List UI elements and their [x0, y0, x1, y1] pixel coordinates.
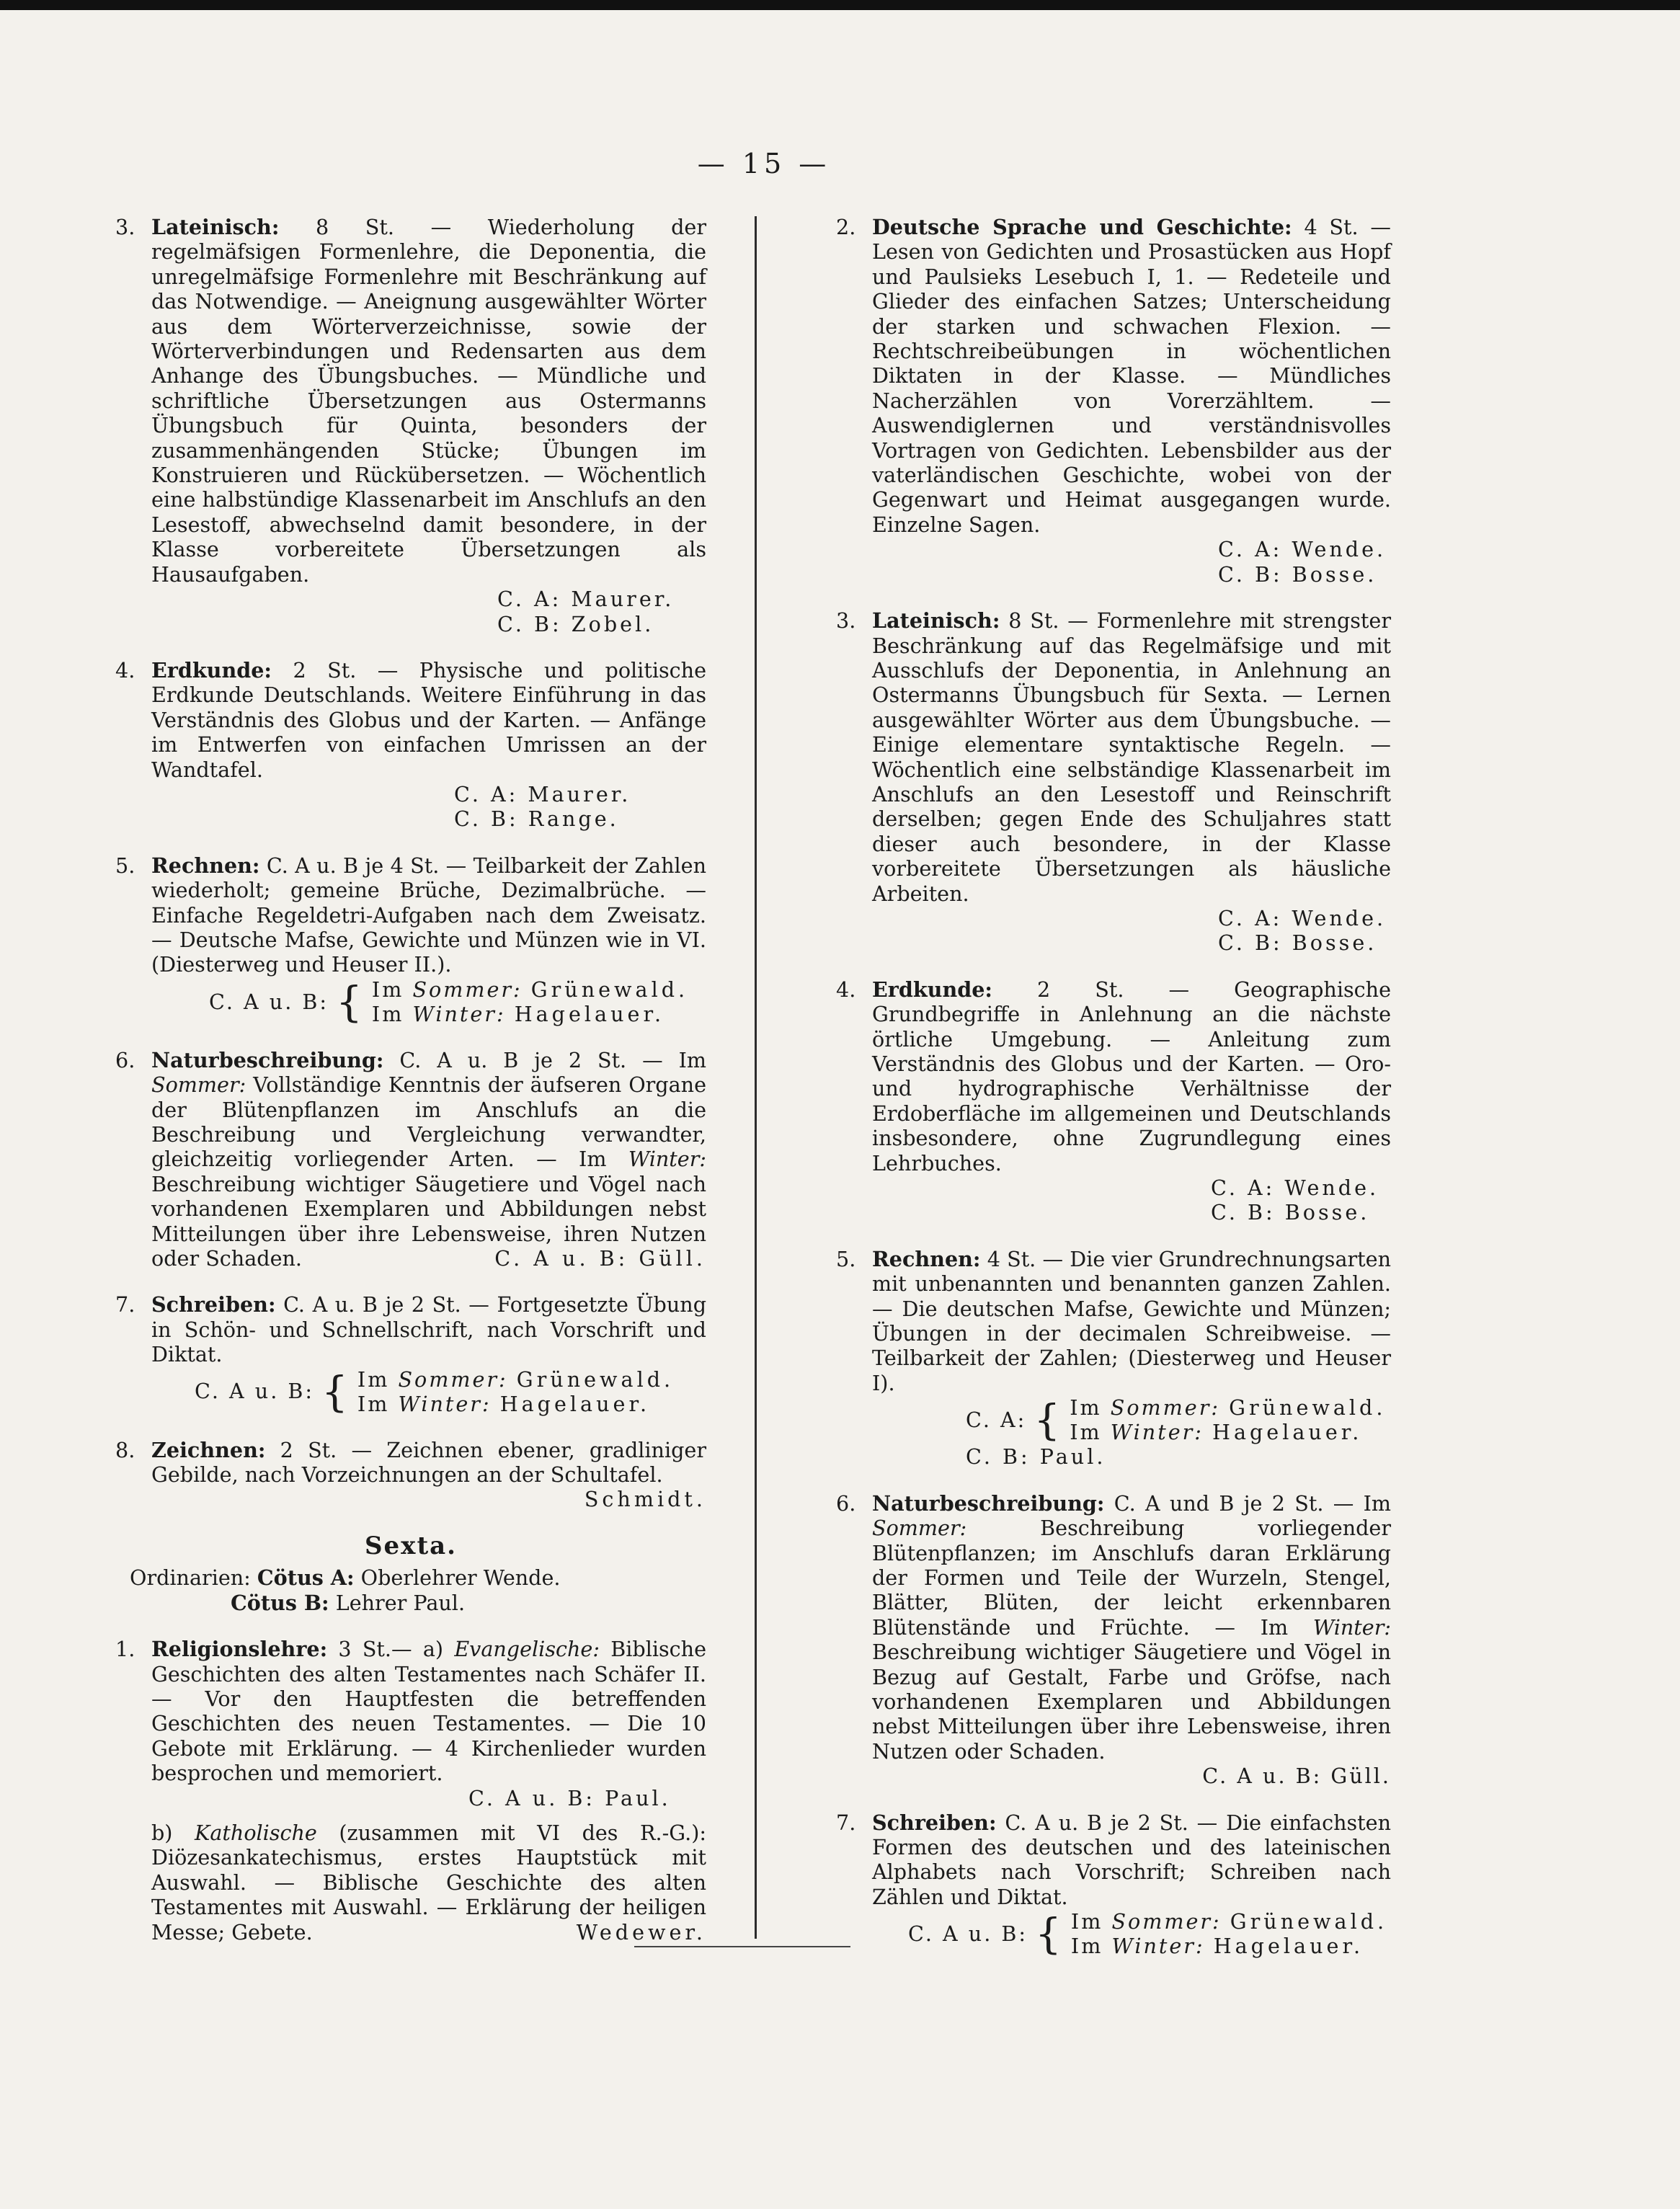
teacher-a: C. A: Wende. — [1218, 537, 1387, 562]
item-number: 1. — [115, 1637, 135, 1662]
subject-rechnen-quinta — [115, 853, 706, 1026]
item-number: 7. — [836, 1810, 856, 1835]
item-number: 3. — [115, 215, 135, 239]
subject-text: 8 St. — Formenlehre mit strengster Beschränkung auf das Regelmäfsige und mit Ausschlufs der Deponentia, in Anlehnung an Ostermanns Übungsbuch für Sexta. — Lernen ausgewählter Wörter aus dem Übungsbuche. — Einige elementare syntaktische Regeln. — Wöchentlich eine selbständige Klassenarbeit im Anschlufs an den Lesestoff und Reinschrift derselben; gegen Ende des Schuljahres statt dieser auch besondere, in der Klasse vorbereitete Übersetzungen als häusliche Arbeiten. — [872, 608, 1392, 906]
subject-text: 2 St. — Zeichnen ebener, gradliniger Gebilde, nach Vorzeichnungen an der Schultafel. — [151, 1437, 706, 1488]
subject-title: Erdkunde: — [872, 977, 992, 1002]
teacher-b: Wedewer. — [576, 1919, 706, 1944]
subject-text: C. A u. B je 2 St. — Fortgesetzte Übung in Schön- und Schnellschrift, nach Vorschrift und Diktat. — [151, 1292, 707, 1367]
subject-text: 8 St. — Wiederholung der regelmäfsigen Formenlehre, die Deponentia, die unregelmäfsige Formenlehre mit Beschränkung auf das Notwendige. — Aneignung ausgewählter Wörter aus dem Wörterverzeichnisse, sowie der Wörterverbindungen und Redensarten aus dem Anhange des Übungsbuches. — Mündliche und schriftliche Übersetzungen aus Ostermanns Übungsbuch für Quinta, besonders der zusammenhängenden Stücke; Übungen im Konstruieren und Rückübersetzen. — Wöchentlich eine halbstündige Klassenarbeit im Anschlufs an den Lesestoff, abwechselnd damit besondere, in der Klasse vorbereitete Übersetzungen als Hausaufgaben. — [151, 215, 707, 587]
subject-title: Schreiben: — [872, 1810, 997, 1835]
teacher-a: C. A: Wende. — [1211, 1175, 1379, 1201]
subject-title: Lateinisch: — [151, 215, 280, 239]
teacher-a: C. A u. B: Paul. — [468, 1785, 671, 1810]
end-rule — [634, 1946, 850, 1947]
subject-text: C. A u. B je 2 St. — Die einfachsten Formen des deutschen und des lateinischen Alphabets nach Vorschrift; Schreiben nach Zählen und Diktat. — [872, 1810, 1392, 1909]
teacher-brace: C. A: { Im Sommer: Grünewald. Im Winter: Hagelauer. — [966, 1395, 1387, 1445]
teacher-b: C. B: Paul. — [966, 1444, 1106, 1470]
subject-title: Naturbeschreibung: — [872, 1490, 1105, 1516]
teacher-b: C. B: Bosse. — [1218, 561, 1377, 587]
teacher-brace: C. A u. B: { Im Sommer: Grünewald. Im Winter: Hagelauer. — [195, 1366, 675, 1416]
teacher-b: C. B: Zobel. — [497, 611, 654, 636]
teacher-a: C. A: Maurer. — [497, 587, 675, 612]
teacher-a: C. A: Wende. — [1218, 905, 1387, 930]
subject-rechnen-sexta — [836, 1247, 1391, 1470]
right-column — [836, 215, 1391, 1980]
item-number: 5. — [115, 853, 135, 878]
teacher: Schmidt. — [584, 1487, 706, 1512]
item-number: 3. — [836, 608, 856, 634]
subject-religionslehre-sexta: 1. Religionslehre: 3 St.— a) Evangelische: Biblische Geschichten des alten Testamentes nach Schäfer II. — Vor den Hauptfesten die betreffenden Geschichten des neuen Testamentes. — Die 10 Gebote mit Erklärung. — 4 Kirchenlieder wurden besprochen und memoriert. C. A u. B: Paul. b) Katholische (zusammen mit VI des R.-G.): Diözesankatechismus, erstes Hauptstück mit Auswahl. — Biblische Geschichte des alten Testamentes mit Auswahl. — Erklärung der heiligen Messe; Gebete. Wedewer. — [115, 1637, 707, 1944]
brace-glyph: { — [1035, 1909, 1064, 1959]
left-column — [115, 215, 706, 1966]
item-number: 2. — [836, 215, 856, 239]
subject-text: 2 St. — Physische und politische Erdkunde Deutschlands. Weitere Einführung in das Verständnis des Globus und der Karten. — Anfänge im Entwerfen von einfachen Umrissen an der Wandtafel. — [151, 657, 706, 782]
item-number: 5. — [836, 1246, 856, 1271]
subject-title: Zeichnen: — [151, 1437, 266, 1462]
page-number: — 15 — — [697, 148, 831, 179]
brace-glyph: { — [321, 1366, 350, 1416]
subject-text: C. A u. B je 4 St. — Teilbarkeit der Zahlen wiederholt; gemeine Brüche, Dezimalbrüche. — Einfache Regeldetri-Aufgaben nach dem Zweisatz. — Deutsche Mafse, Gewichte und Münzen wie in VI. (Diesterweg und Heuser II.). — [151, 853, 707, 977]
scan-top-edge — [0, 0, 1680, 10]
item-number: 6. — [115, 1047, 135, 1072]
brace-label: C. A: — [966, 1408, 1027, 1433]
subject-schreiben-quinta — [115, 1292, 706, 1415]
subject-title: Schreiben: — [151, 1292, 276, 1317]
section-heading-sexta: Sexta. — [364, 1531, 458, 1560]
subject-erdkunde-quinta — [115, 658, 706, 832]
subject-title: Lateinisch: — [872, 608, 1000, 634]
subject-title: Deutsche Sprache und Geschichte: — [872, 215, 1292, 239]
teacher-a: C. A: Maurer. — [454, 781, 631, 806]
subject-lateinisch-sexta — [836, 608, 1391, 956]
subject-title: Rechnen: — [151, 853, 260, 878]
subject-text: 2 St. — Geographische Grundbegriffe in Anlehnung an die nächste örtliche Umgebung. — Anleitung zum Verständnis des Globus und der Karten. — Oro- und hydrographische Verhältnisse der Erdoberfläche im allgemeinen und Deutschlands insbesondere, ohne Zugrundlegung eines Lehrbuches. — [872, 977, 1391, 1175]
item-number: 8. — [115, 1437, 135, 1462]
column-divider — [755, 216, 757, 1939]
subject-zeichnen-quinta — [115, 1438, 706, 1512]
ordinarien-b: Cötus B: Lehrer Paul. — [231, 1590, 466, 1615]
subject-text: 4 St. — Die vier Grundrechnungsarten mit unbenannten und benannten ganzen Zahlen. — Die deutschen Mafse, Gewichte und Münzen; Übungen in der decimalen Schreibweise. — Teilbarkeit der Zahlen; (Diesterweg und Heuser I). — [872, 1246, 1392, 1395]
brace-label: C. A u. B: — [908, 1921, 1028, 1946]
subject-naturbeschreibung-sexta: 6. Naturbeschreibung: C. A und B je 2 St. — Im Sommer: Beschreibung vorliegender Blütenpflanzen; im Anschlufs daran Erklärung der Formen und Teile der Wurzeln, Stengel, Blätter, Blüten, der leicht erkennbaren Blütenstände und Früchte. — Im Winter: Beschreibung wichtiger Säugetiere und Vögel in Bezug auf Gestalt, Farbe und Gröfse, nach vorhandenen Exemplaren und Abbildungen nebst Mitteilungen über ihre Lebensweise, ihren Nutzen oder Schaden. C. A u. B: Güll. — [836, 1490, 1391, 1789]
ordinarien-a: Ordinarien: Cötus A: Oberlehrer Wende. — [130, 1565, 561, 1591]
teacher: C. A u. B: Güll. — [494, 1246, 706, 1271]
teacher: C. A u. B: Güll. — [1202, 1764, 1391, 1789]
subject-erdkunde-sexta — [836, 977, 1391, 1225]
item-number: 6. — [836, 1490, 856, 1516]
teacher-brace: C. A u. B: { Im Sommer: Grünewald. Im Winter: Hagelauer. — [908, 1909, 1388, 1959]
subject-lateinisch-quinta — [115, 215, 706, 636]
subject-title: Religionslehre: — [151, 1637, 328, 1662]
teacher-b: C. B: Bosse. — [1218, 930, 1377, 956]
item-number: 4. — [115, 657, 135, 683]
brace-glyph: { — [1034, 1395, 1063, 1445]
subject-naturbeschreibung-quinta: 6. Naturbeschreibung: C. A u. B je 2 St. — Im Sommer: Vollständige Kenntnis der äufseren Organe der Blütenpflanzen im Anschlufs an die Beschreibung und Vergleichung verwandter, gleichzeitig vorliegender Arten. — Im Winter: Beschreibung wichtiger Säugetiere und Vögel nach vorhandenen Exemplaren und Abbildungen nebst Mitteilungen über ihre Lebensweise, ihren Nutzen oder Schaden. C. A u. B: Güll. — [115, 1047, 706, 1271]
teacher-b: C. B: Bosse. — [1211, 1200, 1370, 1225]
subject-deutsch-sexta — [836, 215, 1391, 587]
teacher-b: C. B: Range. — [454, 806, 619, 832]
brace-glyph: { — [336, 977, 365, 1026]
subject-text: 4 St. — Lesen von Gedichten und Prosastücken aus Hopf und Paulsieks Lesebuch I, 1. — Redeteile und Glieder des einfachen Satzes; Unterscheidung der starken und schwachen Flexion. — Rechtschreibeübungen in wöchentlichen Diktaten in der Klasse. — Mündliches Nacherzählen von Vorerzähltem. — Auswendiglernen und verständnisvolles Vortragen von Gedichten. Lebensbilder aus der vaterländischen Geschichte, wobei von der Gegenwart und Heimat ausgegangen wurde. Einzelne Sagen. — [872, 215, 1392, 537]
teacher-brace: C. A u. B: { Im Sommer: Grünewald. Im Winter: Hagelauer. — [209, 977, 689, 1026]
brace-label: C. A u. B: — [209, 989, 329, 1014]
subject-title: Naturbeschreibung: — [151, 1047, 384, 1072]
subject-title: Rechnen: — [872, 1246, 981, 1271]
subject-title: Erdkunde: — [151, 657, 272, 683]
subject-schreiben-sexta — [836, 1810, 1391, 1959]
item-number: 7. — [115, 1292, 135, 1317]
brace-label: C. A u. B: — [195, 1379, 315, 1404]
item-number: 4. — [836, 977, 856, 1002]
